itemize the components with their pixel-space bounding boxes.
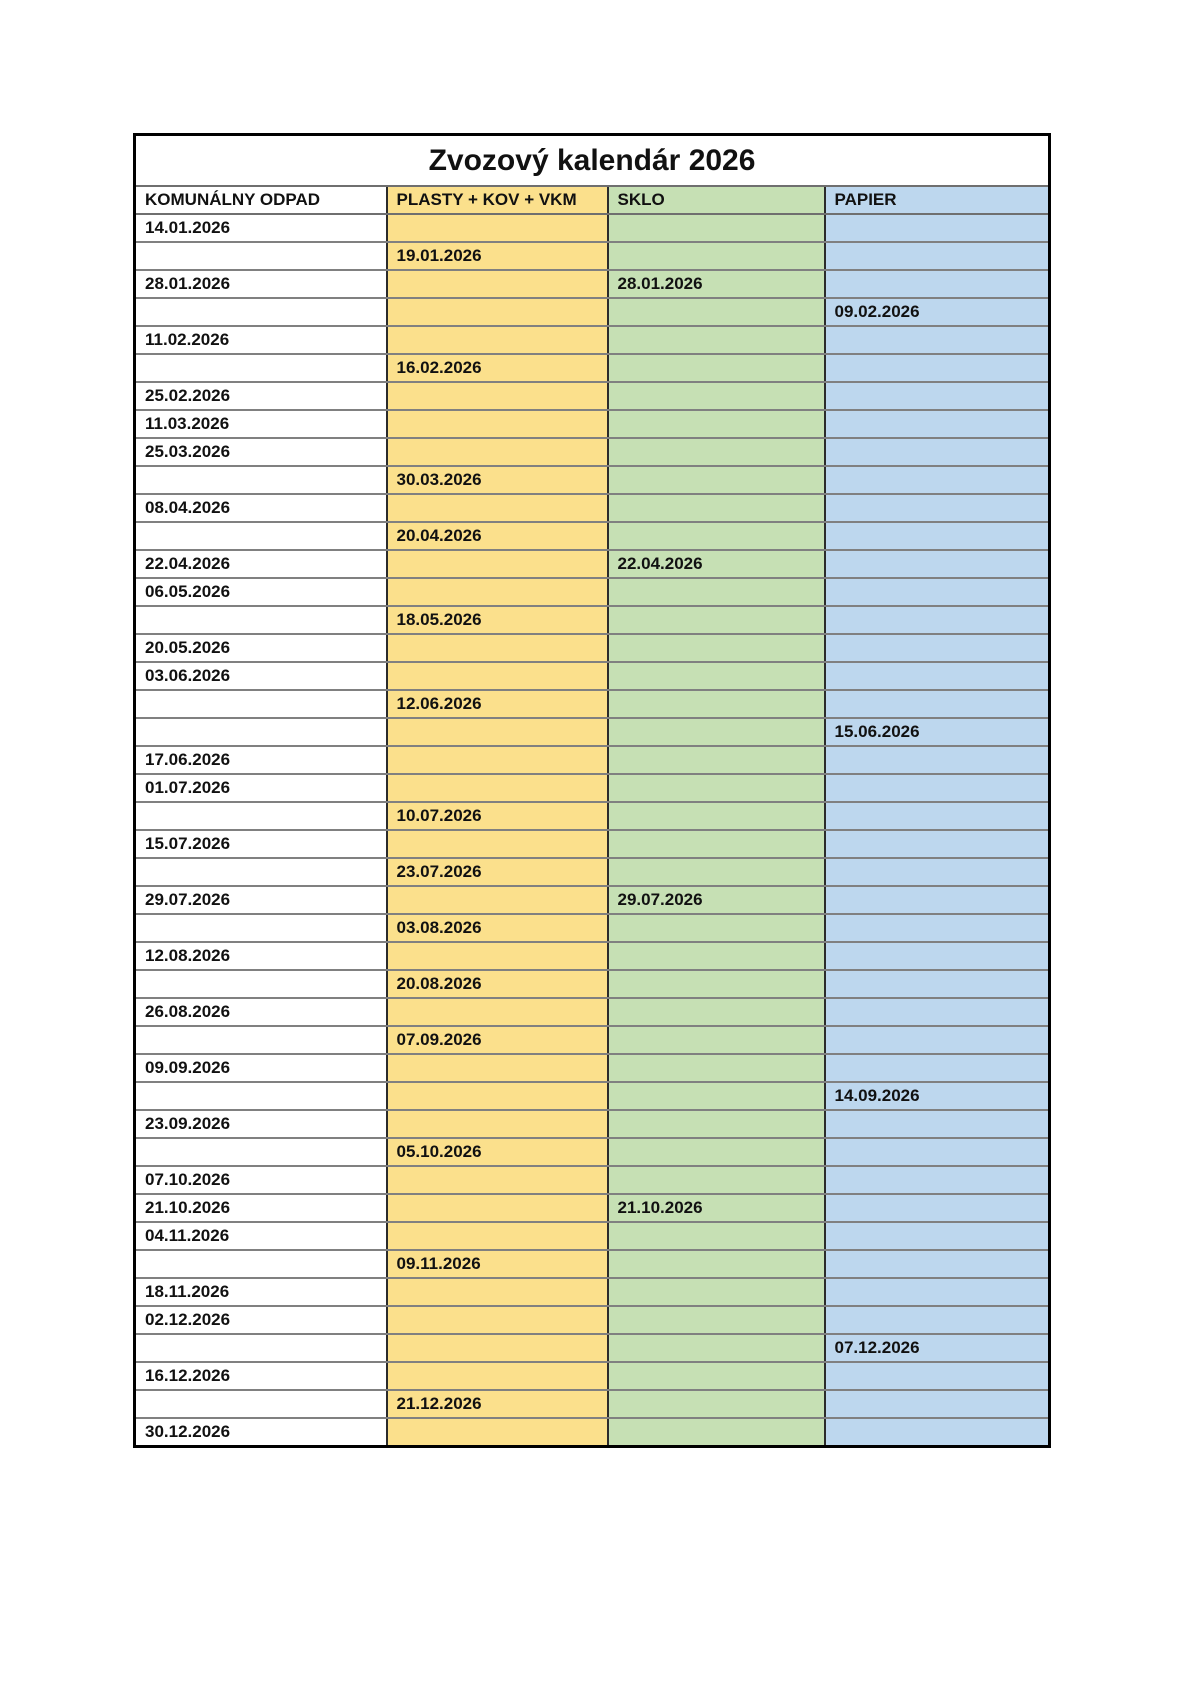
date-cell — [387, 382, 608, 410]
collection-calendar-table — [133, 133, 1051, 1448]
date-cell: 05.10.2026 — [387, 1138, 608, 1166]
date-cell — [387, 1362, 608, 1390]
date-cell: 30.03.2026 — [387, 466, 608, 494]
date-cell: 21.12.2026 — [387, 1390, 608, 1418]
date-cell — [825, 886, 1050, 914]
date-cell — [825, 1418, 1050, 1447]
date-cell — [825, 1138, 1050, 1166]
date-cell: 28.01.2026 — [135, 270, 387, 298]
date-cell — [387, 1054, 608, 1082]
date-cell — [825, 1026, 1050, 1054]
date-cell — [825, 606, 1050, 634]
table-row — [135, 578, 1050, 606]
date-cell: 02.12.2026 — [135, 1306, 387, 1334]
date-cell — [135, 354, 387, 382]
date-cell — [608, 326, 825, 354]
date-cell: 21.10.2026 — [608, 1194, 825, 1222]
date-cell — [825, 242, 1050, 270]
date-cell — [825, 550, 1050, 578]
date-cell — [825, 382, 1050, 410]
date-cell — [608, 606, 825, 634]
table-row — [135, 606, 1050, 634]
date-cell — [387, 1082, 608, 1110]
table-row — [135, 718, 1050, 746]
table-row — [135, 438, 1050, 466]
date-cell — [608, 578, 825, 606]
date-cell — [825, 1250, 1050, 1278]
date-cell — [825, 774, 1050, 802]
date-cell: 17.06.2026 — [135, 746, 387, 774]
date-cell — [608, 970, 825, 998]
date-cell — [387, 830, 608, 858]
date-cell — [825, 746, 1050, 774]
table-row — [135, 746, 1050, 774]
date-cell — [608, 242, 825, 270]
table-row — [135, 550, 1050, 578]
table-row — [135, 1166, 1050, 1194]
date-cell — [387, 550, 608, 578]
date-cell — [387, 1166, 608, 1194]
date-cell — [608, 214, 825, 242]
date-cell: 29.07.2026 — [608, 886, 825, 914]
title-row — [135, 135, 1050, 187]
date-cell — [825, 410, 1050, 438]
date-cell — [825, 1110, 1050, 1138]
table-row — [135, 494, 1050, 522]
date-cell: 29.07.2026 — [135, 886, 387, 914]
date-cell: 07.10.2026 — [135, 1166, 387, 1194]
date-cell: 09.02.2026 — [825, 298, 1050, 326]
date-cell: 12.06.2026 — [387, 690, 608, 718]
date-cell — [825, 914, 1050, 942]
date-cell — [608, 1250, 825, 1278]
date-cell: 15.06.2026 — [825, 718, 1050, 746]
date-cell: 08.04.2026 — [135, 494, 387, 522]
date-cell — [825, 522, 1050, 550]
date-cell — [608, 1082, 825, 1110]
date-cell — [387, 746, 608, 774]
date-cell — [608, 1306, 825, 1334]
date-cell — [135, 1026, 387, 1054]
date-cell — [608, 1362, 825, 1390]
table-row — [135, 1390, 1050, 1418]
table-row — [135, 270, 1050, 298]
date-cell — [387, 886, 608, 914]
date-cell — [608, 438, 825, 466]
column-header-3: PAPIER — [825, 186, 1050, 214]
date-cell — [825, 214, 1050, 242]
date-cell — [387, 1306, 608, 1334]
table-row — [135, 970, 1050, 998]
date-cell — [387, 1194, 608, 1222]
date-cell — [608, 466, 825, 494]
date-cell — [608, 1334, 825, 1362]
date-cell: 11.03.2026 — [135, 410, 387, 438]
date-cell — [387, 662, 608, 690]
table-row — [135, 1362, 1050, 1390]
date-cell — [135, 718, 387, 746]
date-cell — [135, 1082, 387, 1110]
date-cell — [135, 1138, 387, 1166]
date-cell — [608, 1166, 825, 1194]
date-cell — [608, 494, 825, 522]
date-cell: 14.01.2026 — [135, 214, 387, 242]
header-row — [135, 186, 1050, 214]
date-cell: 22.04.2026 — [135, 550, 387, 578]
date-cell: 20.05.2026 — [135, 634, 387, 662]
date-cell: 18.05.2026 — [387, 606, 608, 634]
date-cell: 23.07.2026 — [387, 858, 608, 886]
date-cell: 16.02.2026 — [387, 354, 608, 382]
date-cell — [608, 1222, 825, 1250]
table-row — [135, 298, 1050, 326]
date-cell: 12.08.2026 — [135, 942, 387, 970]
date-cell — [608, 690, 825, 718]
column-header-1: PLASTY + KOV + VKM — [387, 186, 608, 214]
date-cell — [608, 802, 825, 830]
date-cell — [387, 214, 608, 242]
date-cell: 09.09.2026 — [135, 1054, 387, 1082]
table-row — [135, 522, 1050, 550]
table-row — [135, 382, 1050, 410]
date-cell — [608, 1138, 825, 1166]
date-cell — [387, 1418, 608, 1447]
table-row — [135, 858, 1050, 886]
date-cell — [608, 382, 825, 410]
date-cell — [387, 494, 608, 522]
date-cell — [608, 634, 825, 662]
date-cell — [135, 914, 387, 942]
date-cell — [825, 354, 1050, 382]
date-cell — [825, 1166, 1050, 1194]
date-cell: 18.11.2026 — [135, 1278, 387, 1306]
date-cell — [135, 802, 387, 830]
date-cell — [825, 970, 1050, 998]
date-cell: 10.07.2026 — [387, 802, 608, 830]
date-cell — [825, 830, 1050, 858]
date-cell — [608, 914, 825, 942]
date-cell: 15.07.2026 — [135, 830, 387, 858]
table-row — [135, 1026, 1050, 1054]
date-cell — [387, 270, 608, 298]
date-cell: 22.04.2026 — [608, 550, 825, 578]
date-cell: 01.07.2026 — [135, 774, 387, 802]
date-cell — [608, 942, 825, 970]
table-row — [135, 942, 1050, 970]
table-row — [135, 1222, 1050, 1250]
date-cell: 20.08.2026 — [387, 970, 608, 998]
date-cell — [135, 1334, 387, 1362]
table-row — [135, 802, 1050, 830]
date-cell: 06.05.2026 — [135, 578, 387, 606]
date-cell — [825, 662, 1050, 690]
table-row — [135, 690, 1050, 718]
date-cell: 11.02.2026 — [135, 326, 387, 354]
date-cell — [387, 438, 608, 466]
date-cell — [608, 1390, 825, 1418]
date-cell — [825, 326, 1050, 354]
table-row — [135, 1418, 1050, 1447]
date-cell — [387, 718, 608, 746]
date-cell — [825, 1306, 1050, 1334]
date-cell — [135, 1250, 387, 1278]
date-cell — [135, 970, 387, 998]
date-cell — [608, 662, 825, 690]
date-cell: 30.12.2026 — [135, 1418, 387, 1447]
date-cell: 25.03.2026 — [135, 438, 387, 466]
date-cell — [608, 1278, 825, 1306]
calendar-body — [135, 214, 1050, 1447]
table-row — [135, 1054, 1050, 1082]
date-cell — [825, 466, 1050, 494]
date-cell — [387, 326, 608, 354]
date-cell — [825, 1278, 1050, 1306]
date-cell — [825, 578, 1050, 606]
date-cell — [608, 410, 825, 438]
date-cell — [135, 606, 387, 634]
table-row — [135, 326, 1050, 354]
date-cell — [608, 746, 825, 774]
date-cell — [135, 522, 387, 550]
table-row — [135, 410, 1050, 438]
date-cell — [825, 494, 1050, 522]
date-cell: 03.08.2026 — [387, 914, 608, 942]
date-cell: 19.01.2026 — [387, 242, 608, 270]
date-cell — [387, 1278, 608, 1306]
table-row — [135, 634, 1050, 662]
table-row — [135, 662, 1050, 690]
date-cell — [387, 774, 608, 802]
date-cell — [387, 942, 608, 970]
column-header-2: SKLO — [608, 186, 825, 214]
table-row — [135, 774, 1050, 802]
table-row — [135, 914, 1050, 942]
date-cell — [825, 942, 1050, 970]
date-cell: 07.12.2026 — [825, 1334, 1050, 1362]
date-cell — [608, 1054, 825, 1082]
date-cell: 14.09.2026 — [825, 1082, 1050, 1110]
date-cell — [608, 718, 825, 746]
date-cell — [608, 298, 825, 326]
date-cell — [825, 858, 1050, 886]
date-cell — [608, 1026, 825, 1054]
table-row — [135, 1082, 1050, 1110]
date-cell — [825, 438, 1050, 466]
date-cell: 07.09.2026 — [387, 1026, 608, 1054]
date-cell — [135, 466, 387, 494]
date-cell — [135, 690, 387, 718]
date-cell — [825, 690, 1050, 718]
date-cell — [608, 830, 825, 858]
date-cell — [387, 634, 608, 662]
table-row — [135, 466, 1050, 494]
date-cell: 25.02.2026 — [135, 382, 387, 410]
date-cell — [135, 858, 387, 886]
date-cell — [608, 1110, 825, 1138]
date-cell — [825, 802, 1050, 830]
date-cell — [387, 998, 608, 1026]
table-row — [135, 1250, 1050, 1278]
date-cell: 04.11.2026 — [135, 1222, 387, 1250]
date-cell — [387, 578, 608, 606]
date-cell — [608, 354, 825, 382]
date-cell: 23.09.2026 — [135, 1110, 387, 1138]
table-row — [135, 1194, 1050, 1222]
table-row — [135, 242, 1050, 270]
date-cell — [387, 410, 608, 438]
date-cell — [387, 1222, 608, 1250]
date-cell — [135, 242, 387, 270]
table-row — [135, 998, 1050, 1026]
date-cell — [608, 774, 825, 802]
table-row — [135, 1110, 1050, 1138]
date-cell — [608, 1418, 825, 1447]
date-cell — [387, 1334, 608, 1362]
date-cell — [608, 998, 825, 1026]
date-cell: 03.06.2026 — [135, 662, 387, 690]
date-cell — [387, 298, 608, 326]
table-row — [135, 830, 1050, 858]
date-cell — [135, 298, 387, 326]
table-row — [135, 1138, 1050, 1166]
date-cell — [825, 998, 1050, 1026]
table-row — [135, 1306, 1050, 1334]
date-cell — [825, 1222, 1050, 1250]
date-cell: 28.01.2026 — [608, 270, 825, 298]
date-cell — [608, 522, 825, 550]
table-row — [135, 354, 1050, 382]
page-title: Zvozový kalendár 2026 — [135, 135, 1050, 187]
date-cell — [825, 1194, 1050, 1222]
date-cell — [825, 634, 1050, 662]
date-cell: 20.04.2026 — [387, 522, 608, 550]
date-cell — [825, 1390, 1050, 1418]
table-row — [135, 1334, 1050, 1362]
table-row — [135, 886, 1050, 914]
date-cell: 26.08.2026 — [135, 998, 387, 1026]
date-cell: 09.11.2026 — [387, 1250, 608, 1278]
date-cell — [387, 1110, 608, 1138]
table-row — [135, 1278, 1050, 1306]
date-cell: 16.12.2026 — [135, 1362, 387, 1390]
date-cell — [825, 1362, 1050, 1390]
date-cell: 21.10.2026 — [135, 1194, 387, 1222]
date-cell — [608, 858, 825, 886]
date-cell — [825, 1054, 1050, 1082]
date-cell — [825, 270, 1050, 298]
date-cell — [135, 1390, 387, 1418]
column-header-0: KOMUNÁLNY ODPAD — [135, 186, 387, 214]
table-row — [135, 214, 1050, 242]
